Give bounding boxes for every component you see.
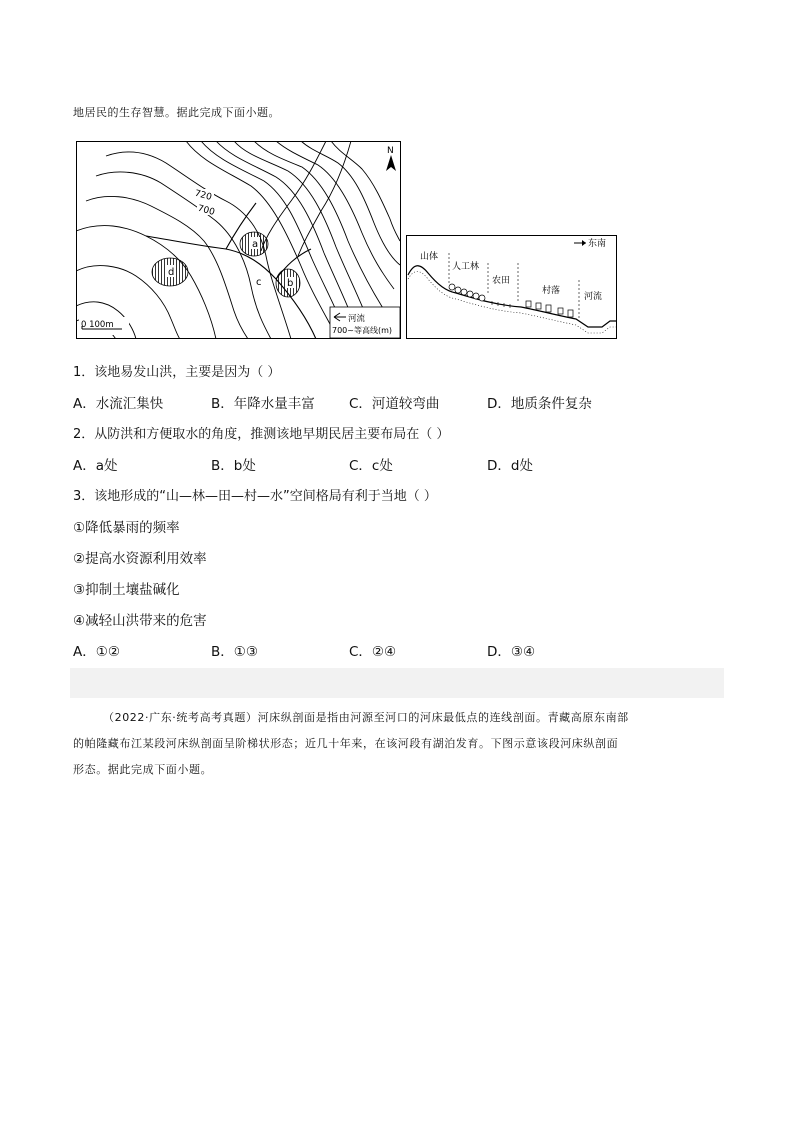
svg-text:河流: 河流 bbox=[348, 314, 366, 324]
q3-statement-2: ②提高水资源利用效率 bbox=[73, 551, 207, 567]
svg-text:700~等高线(m): 700~等高线(m) bbox=[332, 326, 393, 335]
profile-label-village: 村落 bbox=[542, 286, 561, 296]
passage-line-1: （2022·广东·统考高考真题）河床纵剖面是指由河源至河口的河床最低点的连线剖面。青藏高原东南部 bbox=[103, 711, 629, 724]
contour-label-700: 700 bbox=[196, 203, 216, 218]
zone-c-label: c bbox=[256, 277, 262, 288]
svg-text:0 100m: 0 100m bbox=[81, 320, 114, 330]
zone-a-label: a bbox=[252, 239, 259, 250]
q3-statement-3: ③抑制土壤盐碱化 bbox=[73, 582, 180, 598]
q3-option-b[interactable]: B．①③ bbox=[211, 644, 258, 660]
direction-label: 东南 bbox=[588, 239, 607, 249]
q3-option-c[interactable]: C．②④ bbox=[349, 644, 397, 660]
q3-statement-1: ①降低暴雨的频率 bbox=[73, 520, 180, 536]
q2-option-c[interactable]: C．c处 bbox=[349, 458, 393, 474]
contour-label-720: 720 bbox=[193, 188, 213, 203]
svg-text:N: N bbox=[387, 146, 394, 156]
q3-option-a[interactable]: A．①② bbox=[73, 644, 120, 660]
q1-option-a[interactable]: A．水流汇集快 bbox=[73, 396, 164, 412]
q2-option-a[interactable]: A．a处 bbox=[73, 458, 118, 474]
intro-tail: 地居民的生存智慧。据此完成下面小题。 bbox=[73, 106, 280, 119]
contour-map bbox=[76, 141, 401, 339]
next-passage bbox=[73, 705, 723, 783]
zone-d-label: d bbox=[168, 267, 175, 278]
q1-option-c[interactable]: C．河道较弯曲 bbox=[349, 396, 440, 412]
passage-line-2: 的帕隆藏布江某段河床纵剖面呈阶梯状形态；近几十年来，在该河段有湖泊发育。下图示意该段河床纵剖面 bbox=[73, 737, 619, 750]
q2-option-b[interactable]: B．b处 bbox=[211, 458, 256, 474]
question-2-stem: 2．从防洪和方便取水的角度，推测该地早期民居主要布局在（ ） bbox=[73, 427, 450, 442]
q2-option-d[interactable]: D．d处 bbox=[487, 458, 533, 474]
profile-label-farmland: 农田 bbox=[492, 276, 511, 286]
profile-label-river: 河流 bbox=[584, 292, 603, 302]
q3-statement-4: ④减轻山洪带来的危害 bbox=[73, 613, 207, 629]
question-3-stem: 3．该地形成的“山—林—田—村—水”空间格局有利于当地（ ） bbox=[73, 489, 437, 504]
profile-label-mountain: 山体 bbox=[420, 252, 439, 262]
q3-option-d[interactable]: D．③④ bbox=[487, 644, 536, 660]
q1-option-b[interactable]: B．年降水量丰富 bbox=[211, 396, 315, 412]
section-divider bbox=[70, 668, 724, 698]
north-arrow-icon bbox=[382, 143, 400, 175]
zone-b-label: b bbox=[287, 278, 294, 289]
scale-bar bbox=[79, 317, 129, 335]
q1-option-d[interactable]: D．地质条件复杂 bbox=[487, 396, 592, 412]
map-legend bbox=[330, 307, 400, 338]
profile-diagram bbox=[406, 235, 617, 339]
question-1-stem: 1．该地易发山洪，主要是因为（ ） bbox=[73, 365, 281, 380]
passage-line-3: 形态。据此完成下面小题。 bbox=[73, 763, 213, 776]
profile-label-forest: 人工林 bbox=[452, 262, 480, 272]
